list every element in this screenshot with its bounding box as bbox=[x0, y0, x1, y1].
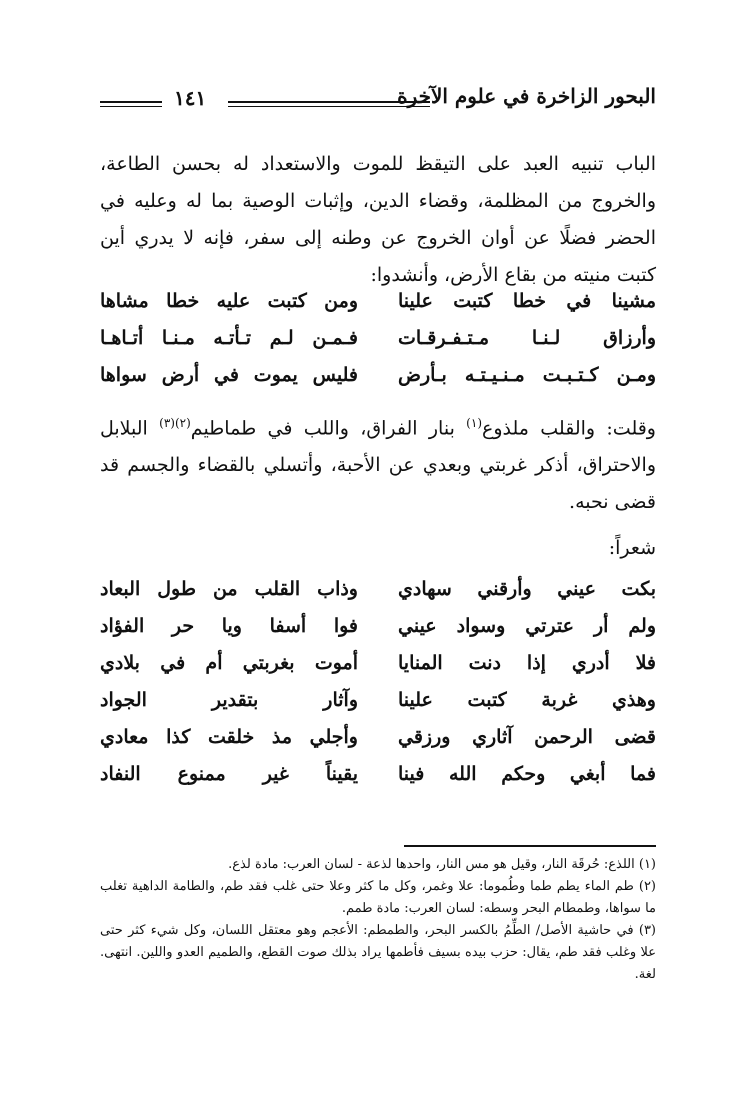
footnote-1: (١) اللذع: حُرقَة النار، وقيل هو مس النار، واحدها لذعة - لسان العرب: مادة لذع. bbox=[228, 857, 656, 872]
verse-first-hemistich: مشينا في خطا كتبت علينا bbox=[398, 290, 656, 312]
verse-second-hemistich: فليس يموت في أرض سواها bbox=[100, 364, 358, 386]
paragraph-text-part: بنار الفراق، واللب في طماطيم bbox=[190, 417, 467, 440]
verse-first-hemistich: وهذي غربة كتبت علينا bbox=[398, 689, 656, 711]
verse-first-hemistich: قضى الرحمن آثاري ورزقي bbox=[398, 726, 656, 748]
header-rule-short bbox=[100, 101, 162, 107]
verse-second-hemistich: وأجلي مذ خلقت كذا معادي bbox=[100, 726, 358, 748]
footnote-divider bbox=[404, 845, 656, 847]
page-header bbox=[100, 84, 656, 116]
paragraph-text-part: وقلت: والقلب ملذوع bbox=[482, 417, 656, 440]
book-title: البحور الزاخرة في علوم الآخرة bbox=[397, 84, 656, 108]
paragraph-intro bbox=[100, 146, 656, 294]
footnote-3: (٣) في حاشية الأصل/ الطِّمُ بالكسر البحر، والطمطم: الأعجم وهو معتقل اللسان، وكل شيء كثر حتى علا وغلب فقد طم، يقال: حزب بيده بسيف فأطمها يراد بذلك صوت القطع، والطميم العدو واللين. انتهى. لغة. bbox=[100, 923, 656, 982]
page-number: ١٤١ bbox=[174, 86, 207, 110]
verse-second-hemistich: فـمـن لـم تـأتـه مـنـا أتـاهـا bbox=[100, 327, 358, 349]
poem-verse bbox=[100, 763, 656, 800]
header-rule bbox=[228, 101, 430, 107]
paragraph-reflection bbox=[100, 405, 656, 521]
verse-first-hemistich: وأرزاق لـنـا مـتـفـرقـات bbox=[398, 327, 656, 349]
verse-second-hemistich: أموت بغربتي أم في بلادي bbox=[100, 652, 358, 674]
verse-second-hemistich: وآثار بتقدير الجواد bbox=[100, 689, 358, 711]
paragraph-text: الباب تنبيه العبد على التيقظ للموت والاستعداد له بحسن الطاعة، والخروج من المظلمة، وقضاء الدين، وإثبات الوصية بما له وعليه في الحضر فضلًا عن أوان الخروج عن وطنه إلى سفر، فإنه لا يدري أين كتبت منيته من بقاع الأرض، وأنشدوا: bbox=[100, 153, 656, 286]
poem-verse bbox=[100, 726, 656, 763]
poem-verse bbox=[100, 578, 656, 615]
footnote-ref-1[interactable]: (١) bbox=[466, 416, 482, 430]
poem-verse bbox=[100, 689, 656, 726]
poem-verse bbox=[100, 290, 656, 327]
verse-first-hemistich: ولم أر عترتي وسواد عيني bbox=[398, 615, 656, 637]
verse-first-hemistich: بكت عيني وأرقني سهادي bbox=[398, 578, 656, 600]
verse-second-hemistich: وذاب القلب من طول البعاد bbox=[100, 578, 358, 600]
poem-verse bbox=[100, 652, 656, 689]
footnote-2: (٢) طم الماء يطم طما وطُموما: علا وغمر، وكل ما كثر وعلا حتى غلب فقد طم، والطامة الداهية تغلب ما سواها، وطمطام البحر وسطه: لسان العرب: مادة طمم. bbox=[100, 879, 656, 916]
verse-first-hemistich: فما أبغي وحكم الله فينا bbox=[398, 763, 656, 785]
poem-label: شعراً: bbox=[608, 537, 656, 559]
poem-2 bbox=[100, 578, 656, 800]
paragraph-text bbox=[100, 405, 656, 521]
poem-verse bbox=[100, 364, 656, 401]
footnote-ref-2-3[interactable]: (٢)(٣) bbox=[159, 416, 191, 430]
verse-first-hemistich: فلا أدري إذا دنت المنايا bbox=[398, 652, 656, 674]
verse-second-hemistich: ومن كتبت عليه خطا مشاها bbox=[100, 290, 358, 312]
poem-1 bbox=[100, 290, 656, 401]
verse-first-hemistich: ومـن كـتـبـت مـنـيـتـه بـأرض bbox=[398, 364, 656, 386]
poem-verse bbox=[100, 615, 656, 652]
paragraph-text-part: البلابل والاحتراق، أذكر غربتي وبعدي عن الأحبة، وأتسلي بالقضاء والجسم قد قضى نحبه. bbox=[100, 417, 656, 514]
verse-second-hemistich: فوا أسفا ويا حر الفؤاد bbox=[100, 615, 358, 637]
poem-verse bbox=[100, 327, 656, 364]
verse-second-hemistich: يقيناً غير ممنوع النفاد bbox=[100, 763, 358, 785]
footnotes bbox=[100, 854, 656, 986]
